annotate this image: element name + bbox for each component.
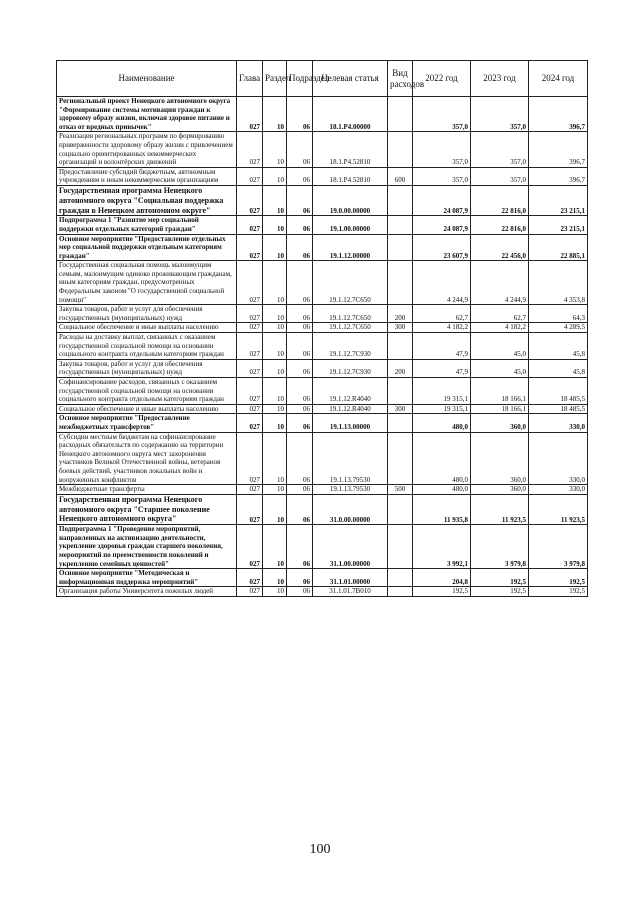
- cell-y2022: 480,0: [413, 432, 471, 485]
- cell-y2023: 357,0: [471, 132, 529, 167]
- table-row: [57, 404, 588, 414]
- cell-glava: 027: [237, 97, 263, 132]
- cell-y2024: 192,5: [529, 569, 588, 587]
- header-podrazdel: Подраздел: [287, 61, 313, 97]
- cell-podrazdel: 06: [287, 432, 313, 485]
- cell-y2024: 4 289,5: [529, 323, 588, 333]
- cell-glava: 027: [237, 587, 263, 597]
- cell-y2023: 11 923,5: [471, 494, 529, 524]
- cell-name: Государственная программа Ненецкого автономного округа "Старшее поколение Ненецкого автономного округа": [57, 494, 237, 524]
- cell-y2024: 45,8: [529, 333, 588, 360]
- cell-podrazdel: 06: [287, 323, 313, 333]
- cell-podrazdel: 06: [287, 333, 313, 360]
- cell-glava: 027: [237, 167, 263, 185]
- cell-razdel: 10: [263, 333, 287, 360]
- table-row: [57, 587, 588, 597]
- cell-y2023: 22 816,0: [471, 216, 529, 234]
- cell-name: Закупка товаров, работ и услуг для обеспечения государственных (муниципальных) нужд: [57, 359, 237, 377]
- cell-glava: 027: [237, 359, 263, 377]
- cell-glava: 027: [237, 432, 263, 485]
- cell-y2023: 3 979,8: [471, 525, 529, 569]
- cell-y2022: 192,5: [413, 587, 471, 597]
- table-row: [57, 323, 588, 333]
- cell-name: Государственная социальная помощь малоимущим семьям, малоимущим одиноко проживающим гражданам, иным категориям граждан, предусмотренных Федеральным законом "О государственной социальной помощи": [57, 261, 237, 305]
- cell-y2022: 480,0: [413, 414, 471, 432]
- table-row: [57, 525, 588, 569]
- cell-y2024: 330,0: [529, 432, 588, 485]
- cell-vid: [388, 432, 413, 485]
- cell-statya: 19.1.12.7C930: [313, 333, 388, 360]
- budget-table: [56, 60, 588, 597]
- cell-vid: 300: [388, 404, 413, 414]
- cell-podrazdel: 06: [287, 359, 313, 377]
- table-row: [57, 432, 588, 485]
- header-statya: Целевая статья: [313, 61, 388, 97]
- cell-statya: 18.1.P4.52810: [313, 132, 388, 167]
- cell-statya: 19.1.13.00000: [313, 414, 388, 432]
- cell-vid: [388, 216, 413, 234]
- cell-vid: 500: [388, 485, 413, 495]
- cell-statya: 19.1.12.R4040: [313, 404, 388, 414]
- cell-podrazdel: 06: [287, 132, 313, 167]
- header-glava: Глава: [237, 61, 263, 97]
- cell-podrazdel: 06: [287, 305, 313, 323]
- cell-y2023: 357,0: [471, 167, 529, 185]
- cell-statya: 31.1.01.00000: [313, 569, 388, 587]
- table-row: [57, 414, 588, 432]
- cell-y2024: 18 485,5: [529, 404, 588, 414]
- cell-vid: [388, 185, 413, 215]
- cell-razdel: 10: [263, 432, 287, 485]
- cell-name: Реализация региональных программ по формированию приверженности здоровому образу жизни с привлечением социально ориентированных некоммерческих организаций и волонтёрских движений: [57, 132, 237, 167]
- cell-glava: 027: [237, 234, 263, 261]
- table-row: [57, 216, 588, 234]
- cell-statya: 18.1.P4.00000: [313, 97, 388, 132]
- cell-glava: 027: [237, 132, 263, 167]
- cell-y2024: 330,0: [529, 485, 588, 495]
- cell-podrazdel: 06: [287, 378, 313, 405]
- cell-razdel: 10: [263, 404, 287, 414]
- cell-razdel: 10: [263, 378, 287, 405]
- cell-glava: 027: [237, 261, 263, 305]
- cell-razdel: 10: [263, 97, 287, 132]
- cell-y2024: 22 885,1: [529, 234, 588, 261]
- cell-name: Государственная программа Ненецкого автономного округа "Социальная поддержка граждан в Ненецком автономном округе": [57, 185, 237, 215]
- cell-y2022: 47,9: [413, 333, 471, 360]
- cell-statya: 31.1.00.00000: [313, 525, 388, 569]
- cell-name: Софинансирование расходов, связанных с оказанием государственной социальной помощи на основании социального контракта отдельным категориям граждан: [57, 378, 237, 405]
- cell-glava: 027: [237, 569, 263, 587]
- cell-statya: 31.0.00.00000: [313, 494, 388, 524]
- cell-name: Субсидии местным бюджетам на софинансирование расходных обязательств по содержанию на территории Ненецкого автономного округа мест захоронения участников Великой Отечественной войны, ветеранов боевых действий, участников локальных войн и вооруженных конфликтов: [57, 432, 237, 485]
- cell-name: Межбюджетные трансферты: [57, 485, 237, 495]
- cell-y2024: 192,5: [529, 587, 588, 597]
- table-row: [57, 569, 588, 587]
- cell-vid: [388, 333, 413, 360]
- cell-name: Подпрограмма 1 "Проведение мероприятий, направленных на активизацию деятельности, укрепление здоровья граждан старшего поколения, мероприятий по преемственности поколений и укреплению семейных ценностей": [57, 525, 237, 569]
- cell-razdel: 10: [263, 485, 287, 495]
- cell-vid: 300: [388, 323, 413, 333]
- cell-glava: 027: [237, 494, 263, 524]
- cell-y2023: 360,0: [471, 414, 529, 432]
- cell-name: Предоставление субсидий бюджетным, автономным учреждениям и иным некоммерческим организациям: [57, 167, 237, 185]
- header-name: Наименование: [57, 61, 237, 97]
- cell-vid: [388, 97, 413, 132]
- cell-y2023: 357,0: [471, 97, 529, 132]
- cell-glava: 027: [237, 185, 263, 215]
- cell-y2022: 23 607,9: [413, 234, 471, 261]
- cell-y2023: 192,5: [471, 569, 529, 587]
- cell-y2022: 19 315,1: [413, 404, 471, 414]
- cell-razdel: 10: [263, 185, 287, 215]
- cell-y2024: 64,3: [529, 305, 588, 323]
- cell-razdel: 10: [263, 414, 287, 432]
- cell-podrazdel: 06: [287, 569, 313, 587]
- table-row: [57, 378, 588, 405]
- cell-vid: [388, 569, 413, 587]
- cell-vid: [388, 261, 413, 305]
- cell-statya: 31.1.01.7B010: [313, 587, 388, 597]
- cell-podrazdel: 06: [287, 261, 313, 305]
- cell-razdel: 10: [263, 494, 287, 524]
- cell-y2022: 11 935,8: [413, 494, 471, 524]
- cell-razdel: 10: [263, 305, 287, 323]
- cell-name: Основное мероприятие "Предоставление межбюджетных трансфертов": [57, 414, 237, 432]
- cell-podrazdel: 06: [287, 414, 313, 432]
- cell-razdel: 10: [263, 525, 287, 569]
- cell-name: Социальное обеспечение и иные выплаты населению: [57, 323, 237, 333]
- cell-y2022: 4 182,2: [413, 323, 471, 333]
- cell-y2022: 19 315,1: [413, 378, 471, 405]
- cell-vid: 600: [388, 167, 413, 185]
- cell-y2022: 204,8: [413, 569, 471, 587]
- cell-y2023: 22 456,0: [471, 234, 529, 261]
- cell-y2022: 24 087,9: [413, 185, 471, 215]
- cell-statya: 19.1.13.79530: [313, 432, 388, 485]
- cell-name: Расходы на доставку выплат, связанных с оказанием государственной социальной помощи на основании социального контракта отдельным категориям граждан: [57, 333, 237, 360]
- cell-y2023: 192,5: [471, 587, 529, 597]
- cell-glava: 027: [237, 333, 263, 360]
- cell-podrazdel: 06: [287, 185, 313, 215]
- header-2022: 2022 год: [413, 61, 471, 97]
- cell-glava: 027: [237, 305, 263, 323]
- cell-glava: 027: [237, 216, 263, 234]
- cell-razdel: 10: [263, 323, 287, 333]
- cell-razdel: 10: [263, 167, 287, 185]
- header-vid: Вид расходов: [388, 61, 413, 97]
- cell-statya: 19.0.00.00000: [313, 185, 388, 215]
- table-row: [57, 261, 588, 305]
- cell-y2023: 360,0: [471, 432, 529, 485]
- cell-name: Закупка товаров, работ и услуг для обеспечения государственных (муниципальных) нужд: [57, 305, 237, 323]
- header-row: [57, 61, 588, 97]
- cell-name: Подпрограмма 1 "Развитие мер социальной поддержки отдельных категорий граждан": [57, 216, 237, 234]
- cell-glava: 027: [237, 525, 263, 569]
- cell-y2024: 23 215,1: [529, 216, 588, 234]
- cell-statya: 19.1.13.79530: [313, 485, 388, 495]
- cell-y2023: 22 816,0: [471, 185, 529, 215]
- cell-name: Социальное обеспечение и иные выплаты населению: [57, 404, 237, 414]
- cell-y2023: 45,0: [471, 359, 529, 377]
- table-row: [57, 305, 588, 323]
- cell-razdel: 10: [263, 234, 287, 261]
- cell-y2024: 396,7: [529, 132, 588, 167]
- cell-razdel: 10: [263, 569, 287, 587]
- cell-glava: 027: [237, 378, 263, 405]
- table-row: [57, 333, 588, 360]
- cell-statya: 18.1.P4.52810: [313, 167, 388, 185]
- cell-y2023: 360,0: [471, 485, 529, 495]
- cell-y2023: 62,7: [471, 305, 529, 323]
- cell-podrazdel: 06: [287, 404, 313, 414]
- cell-glava: 027: [237, 414, 263, 432]
- cell-y2022: 62,7: [413, 305, 471, 323]
- cell-y2024: 3 979,8: [529, 525, 588, 569]
- cell-vid: 200: [388, 359, 413, 377]
- page-number: 100: [309, 842, 331, 857]
- cell-podrazdel: 06: [287, 525, 313, 569]
- cell-y2022: 47,9: [413, 359, 471, 377]
- table-row: [57, 97, 588, 132]
- cell-glava: 027: [237, 323, 263, 333]
- cell-razdel: 10: [263, 359, 287, 377]
- cell-y2023: 18 166,1: [471, 378, 529, 405]
- table-row: [57, 234, 588, 261]
- cell-glava: 027: [237, 485, 263, 495]
- cell-y2022: 357,0: [413, 97, 471, 132]
- cell-name: Основное мероприятие "Методическая и информационная поддержка мероприятий": [57, 569, 237, 587]
- table-row: [57, 494, 588, 524]
- cell-name: Основное мероприятие "Предоставление отдельных мер социальной поддержки отдельным категориям граждан": [57, 234, 237, 261]
- cell-statya: 19.1.12.7C930: [313, 359, 388, 377]
- cell-glava: 027: [237, 404, 263, 414]
- cell-vid: [388, 132, 413, 167]
- cell-name: Организация работы Университета пожилых людей: [57, 587, 237, 597]
- cell-statya: 19.1.12.7C650: [313, 323, 388, 333]
- table-row: [57, 167, 588, 185]
- cell-y2022: 4 244,9: [413, 261, 471, 305]
- cell-y2024: 23 215,1: [529, 185, 588, 215]
- cell-podrazdel: 06: [287, 587, 313, 597]
- cell-y2022: 480,0: [413, 485, 471, 495]
- cell-vid: [388, 494, 413, 524]
- cell-podrazdel: 06: [287, 97, 313, 132]
- cell-y2024: 11 923,5: [529, 494, 588, 524]
- table-row: [57, 359, 588, 377]
- cell-y2024: 45,8: [529, 359, 588, 377]
- cell-y2022: 357,0: [413, 132, 471, 167]
- cell-vid: [388, 414, 413, 432]
- header-2023: 2023 год: [471, 61, 529, 97]
- cell-y2022: 24 087,9: [413, 216, 471, 234]
- cell-statya: 19.1.12.7C650: [313, 305, 388, 323]
- cell-y2023: 45,0: [471, 333, 529, 360]
- table-row: [57, 185, 588, 215]
- header-2024: 2024 год: [529, 61, 588, 97]
- cell-podrazdel: 06: [287, 234, 313, 261]
- cell-podrazdel: 06: [287, 167, 313, 185]
- cell-vid: 200: [388, 305, 413, 323]
- cell-vid: [388, 587, 413, 597]
- cell-y2024: 4 353,8: [529, 261, 588, 305]
- cell-podrazdel: 06: [287, 216, 313, 234]
- cell-razdel: 10: [263, 216, 287, 234]
- cell-statya: 19.1.12.00000: [313, 234, 388, 261]
- cell-razdel: 10: [263, 132, 287, 167]
- cell-razdel: 10: [263, 587, 287, 597]
- cell-vid: [388, 234, 413, 261]
- cell-razdel: 10: [263, 261, 287, 305]
- cell-statya: 19.1.12.7C650: [313, 261, 388, 305]
- cell-y2024: 396,7: [529, 97, 588, 132]
- cell-y2022: 357,0: [413, 167, 471, 185]
- cell-y2023: 4 182,2: [471, 323, 529, 333]
- cell-y2023: 18 166,1: [471, 404, 529, 414]
- cell-name: Региональный проект Ненецкого автономного округа "Формирование системы мотивации граждан к здоровому образу жизни, включая здоровое питание и отказ от вредных привычек": [57, 97, 237, 132]
- cell-y2024: 18 485,5: [529, 378, 588, 405]
- cell-vid: [388, 525, 413, 569]
- table-row: [57, 132, 588, 167]
- cell-vid: [388, 378, 413, 405]
- cell-statya: 19.1.00.00000: [313, 216, 388, 234]
- header-razdel: Раздел: [263, 61, 287, 97]
- table-body: [57, 97, 588, 597]
- cell-y2023: 4 244,9: [471, 261, 529, 305]
- cell-y2024: 396,7: [529, 167, 588, 185]
- cell-y2022: 3 992,1: [413, 525, 471, 569]
- cell-statya: 19.1.12.R4040: [313, 378, 388, 405]
- cell-podrazdel: 06: [287, 494, 313, 524]
- table-row: [57, 485, 588, 495]
- cell-y2024: 330,0: [529, 414, 588, 432]
- cell-podrazdel: 06: [287, 485, 313, 495]
